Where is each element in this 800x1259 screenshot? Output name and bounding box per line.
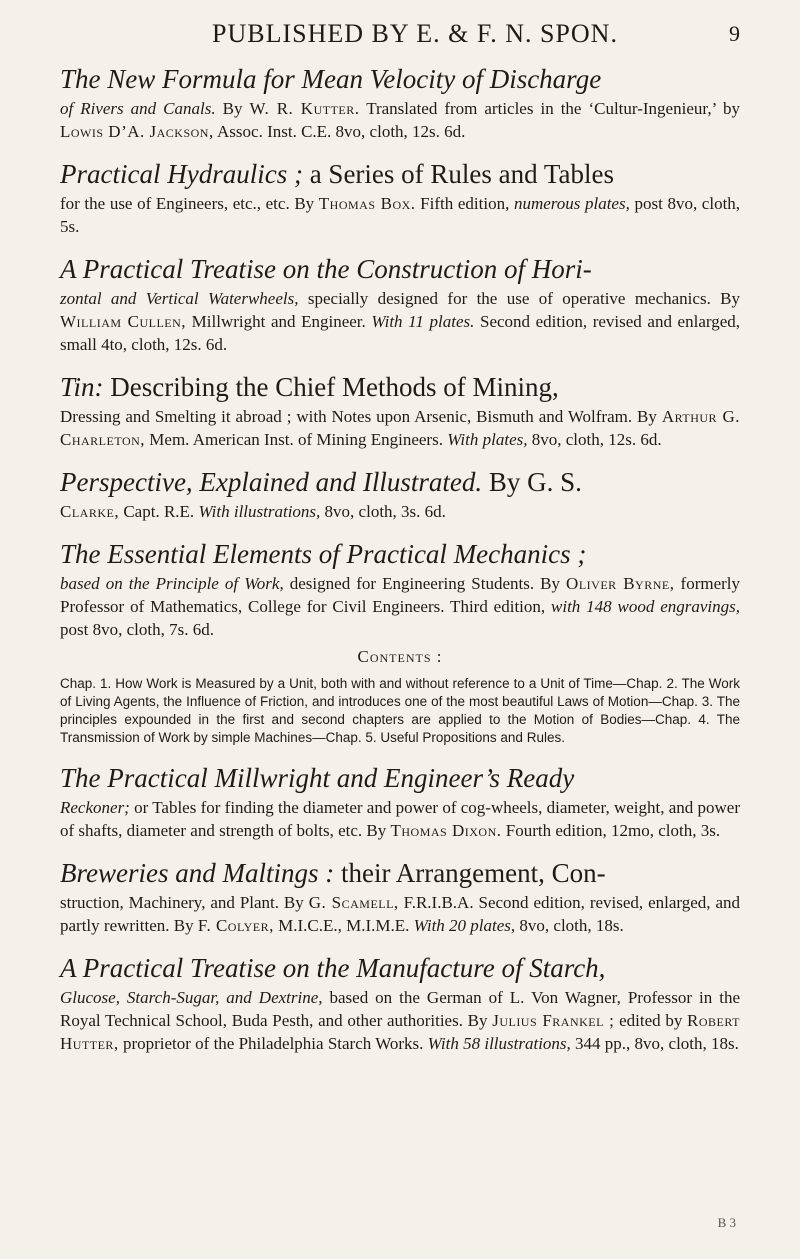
entry-text-2: Millwright and Engineer. [191,312,366,331]
entry-title-roman: their Arrangement, Con- [340,858,606,888]
entry-title: The Practical Millwright and Engineer’s Ready [60,763,575,793]
entry-author-secondary: F. Colyer, [197,916,274,935]
entry-text-3: 8vo, cloth, 12s. 6d. [531,430,662,449]
entry-by: By [222,99,243,118]
entry-text-2: Fifth edition, [420,194,510,213]
entry-description [60,405,740,451]
catalog-entry [60,62,740,143]
entry-author: G. Scamell, [308,893,399,912]
entry-text-3: Second edition, revised and enlarged, small 4to, cloth, 12s. 6d. [60,312,741,354]
catalog-entry [60,761,740,842]
entry-text: Capt. R.E. [123,502,195,521]
entry-text-2: formerly Professor of Mathematics, College for Civil Engineers. Third edition, [60,574,741,616]
entry-text: or Tables for finding the diameter and power of cog-wheels, diameter, weight, and power of shafts, diameter and strength of bolts, etc. By [60,798,740,840]
entry-text: based on the German of L. Von Wagner, Professor in the Royal Technical School, Buda Pesth, and other authorities. By [60,988,740,1030]
entry-title-line [60,465,740,500]
entry-title: The Essential Elements of Practical Mechanics ; [60,539,587,569]
entry-text-2: Assoc. Inst. C.E. 8vo, cloth, 12s. 6d. [217,122,466,141]
catalog-entry [60,252,740,356]
entry-description [60,986,740,1055]
entry-text-2: Mem. American Inst. of Mining Engineers. [149,430,443,449]
entry-title-line [60,856,740,891]
entry-description [60,192,740,238]
entry-description [60,287,740,356]
entry-title: The New Formula for Mean Velocity of Discharge [60,64,602,94]
entry-plates: With 58 illustrations, [427,1034,571,1053]
entry-text-2: F.R.I.B.A. Second edition, revised, enlarged, and partly rewritten. By [60,893,741,935]
entry-author: Julius Frankel ; [492,1011,615,1030]
entry-subtitle: based on the Principle of Work, [60,574,284,593]
entry-description [60,500,740,523]
entry-title: A Practical Treatise on the Construction of Hori- [60,254,592,284]
catalog-entry [60,951,740,1055]
entry-text: struction, Machinery, and Plant. By [60,893,304,912]
entry-title: A Practical Treatise on the Manufacture of Starch, [60,953,606,983]
catalog-entry [60,537,740,747]
catalog-entry [60,465,740,523]
entry-title: Perspective, Explained and Illustrated. [60,467,483,497]
entry-plates: With plates, [447,430,528,449]
entry-description [60,891,740,937]
entry-author-secondary: Lowis D’A. Jackson, [60,122,214,141]
entry-plates: With illustrations, [198,502,321,521]
entry-text: Translated from articles in the ‘Cultur-Ingenieur,’ by [366,99,740,118]
catalog-entry [60,157,740,238]
entry-subtitle: Glucose, Starch-Sugar, and Dextrine, [60,988,323,1007]
catalog-entry [60,370,740,451]
entry-text-4: 8vo, cloth, 18s. [519,916,624,935]
entry-text: designed for Engineering Students. By [289,574,560,593]
entry-description [60,572,740,641]
page-number: 9 [729,21,740,46]
entry-description [60,796,740,842]
running-head [60,14,740,54]
entry-title-line [60,157,740,192]
entry-title-line [60,370,740,405]
entry-title-roman: a Series of Rules and Tables [309,159,614,189]
entry-text-3: post 8vo, cloth, 7s. 6d. [60,620,214,639]
publisher-heading: PUBLISHED BY E. & F. N. SPON. [212,19,618,48]
contents-heading: Contents : [357,647,443,666]
entry-plates: With 11 plates. [371,312,475,331]
entry-author: Thomas Box. [318,194,416,213]
entry-author-secondary: Robert Hutter, [60,1011,740,1053]
entry-text-2: edited by [619,1011,683,1030]
entry-subtitle: of Rivers and Canals. [60,99,216,118]
entry-title: Tin: [60,372,104,402]
entry-text: for the use of Engineers, etc., etc. By [60,194,315,213]
entry-author: Oliver Byrne, [566,574,675,593]
entry-author: Arthur G. Charleton, [60,407,741,449]
catalog-entry [60,856,740,937]
signature-mark: B 3 [717,1215,736,1230]
entry-text-3: proprietor of the Philadelphia Starch Works. [122,1034,424,1053]
entry-author: William Cullen, [60,312,187,331]
entry-text-3: M.I.C.E., M.I.M.E. [278,916,410,935]
entry-title: Practical Hydraulics ; [60,159,303,189]
contents-text: Chap. 1. How Work is Measured by a Unit, both with and without reference to a Unit of Time—Chap. 2. The Work of Living Agents, the Influence of Friction, and introduces one of the most beautiful Laws of Motion—Chap. 3. The principles expounded in the first and second chapters are applied to the Motion of Bodies—Chap. 4. The Transmission of Work by simple Machines—Chap. 5. Useful Propositions and Rules. [60,676,740,745]
entry-description [60,97,740,143]
entry-text-4: 344 pp., 8vo, cloth, 18s. [575,1034,739,1053]
entry-text-2: 8vo, cloth, 3s. 6d. [324,502,446,521]
entry-author: Clarke, [60,502,120,521]
entry-title-roman: Describing the Chief Methods of Mining, [110,372,559,402]
entry-text-3: post 8vo, cloth, 5s. [60,194,741,236]
entry-text-2: Fourth edition, 12mo, cloth, 3s. [505,821,721,840]
entry-title-roman: By G. S. [488,467,582,497]
entry-text: Dressing and Smelting it abroad ; with Notes upon Arsenic, Bismuth and Wolfram. By [60,407,657,426]
entry-plates: With 20 plates, [413,916,516,935]
entry-plates: numerous plates, [513,194,630,213]
entry-text: specially designed for the use of operative mechanics. By [307,289,741,308]
entry-author: W. R. Kutter. [249,99,360,118]
entry-title: Breweries and Maltings : [60,858,335,888]
entry-author: Thomas Dixon. [390,821,502,840]
entry-subtitle: zontal and Vertical Waterwheels, [60,289,299,308]
entry-plates: with 148 wood engravings, [551,597,741,616]
entry-subtitle: Reckoner; [60,798,130,817]
